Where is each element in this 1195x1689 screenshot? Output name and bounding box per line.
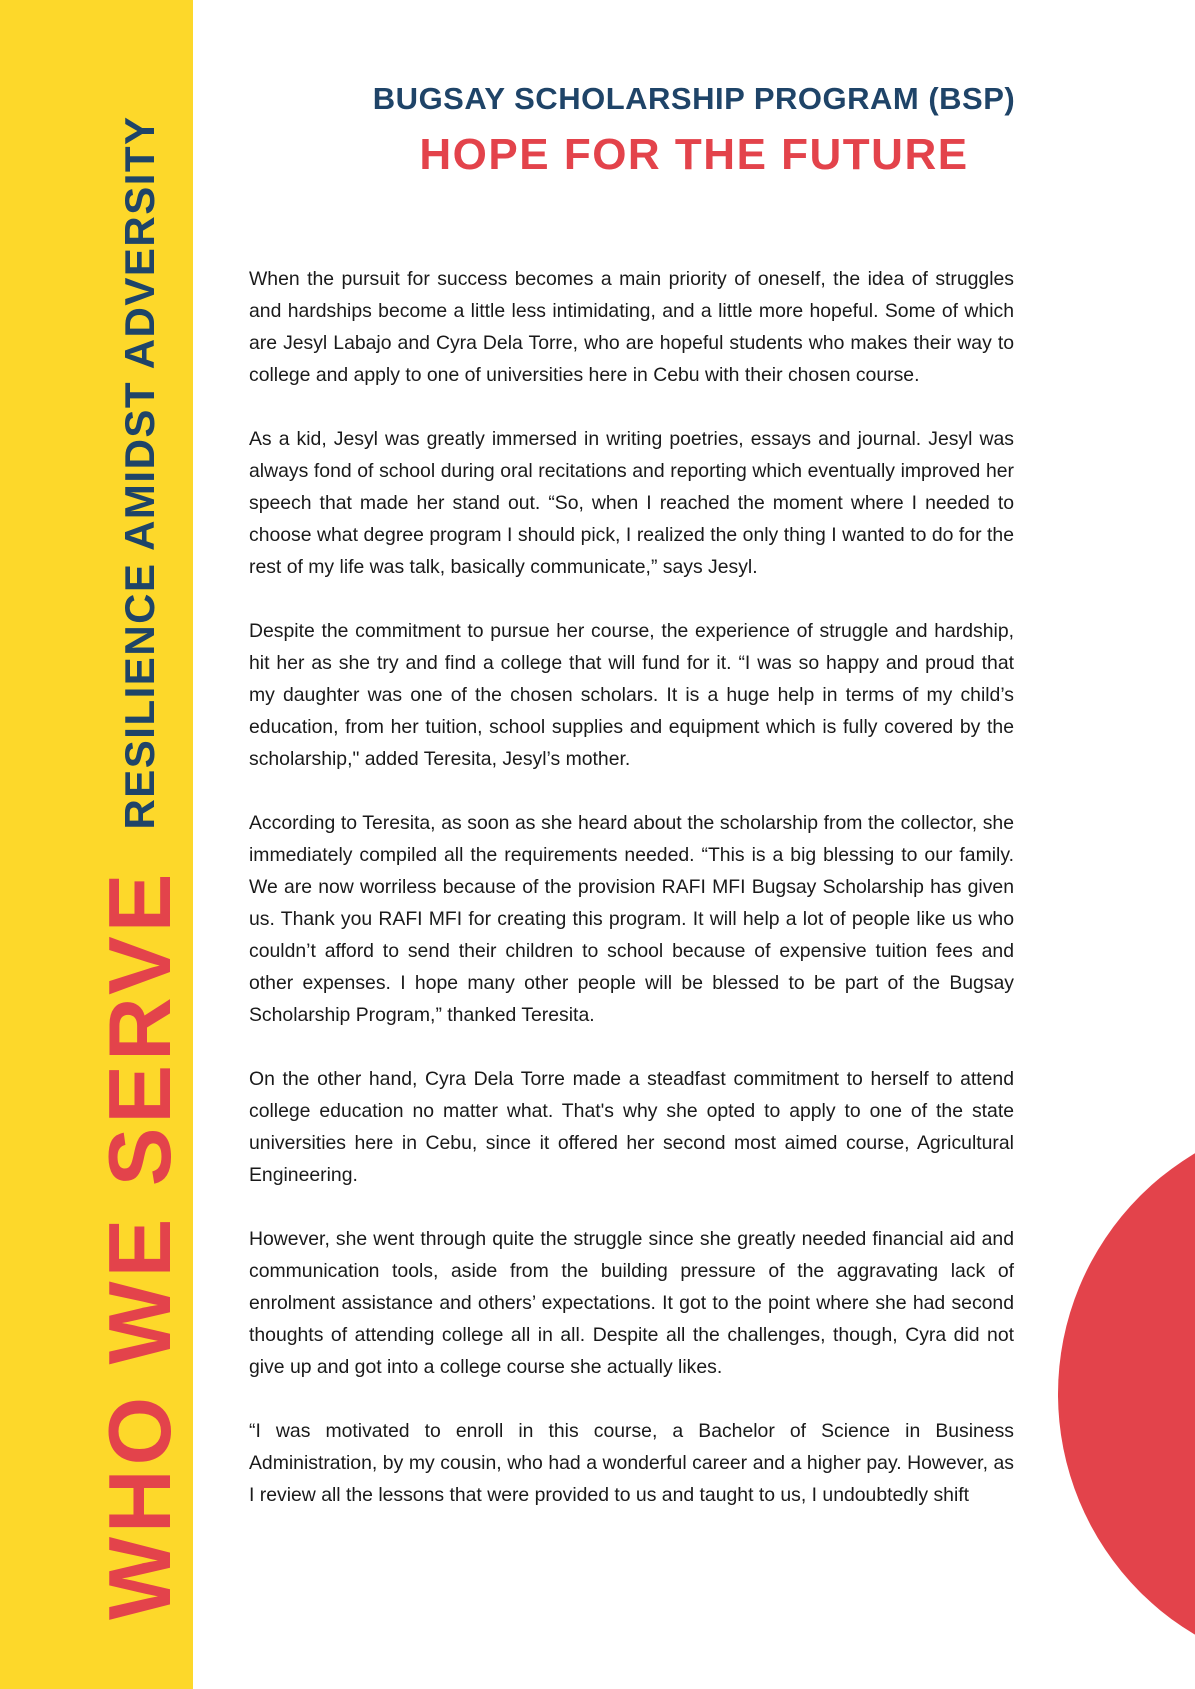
section-title-who-we-serve: WHO WE SERVE — [90, 869, 189, 1620]
sidebar-vertical-title — [90, 115, 189, 1620]
paragraph: When the pursuit for success becomes a main priority of oneself, the idea of struggles and hardships become a little less intimidating, and a little more hopeful. Some of which are Jesyl Labajo and Cyra Dela Torre, who are hopeful students who makes their way to college and apply to one of universities here in Cebu with their chosen course. — [249, 268, 1014, 386]
paragraph: Despite the commitment to pursue her course, the experience of struggle and hardship, hit her as she try and find a college that will fund for it. “I was so happy and proud that my daughter was one of the chosen scholars. It is a huge help in terms of my child’s education, from her tuition, school supplies and equipment which is fully covered by the scholarship," added Teresita, Jesyl’s mother. — [249, 620, 1014, 770]
paragraph: On the other hand, Cyra Dela Torre made a steadfast commitment to herself to attend college education no matter what. That's why she opted to apply to one of the state universities here in Cebu, since it offered her second most aimed course, Agricultural Engineering. — [249, 1068, 1014, 1186]
paragraph: As a kid, Jesyl was greatly immersed in writing poetries, essays and journal. Jesyl was always fond of school during oral recitations and reporting which eventually improved her speech that made her stand out. “So, when I reached the moment where I needed to choose what degree program I should pick, I realized the only thing I wanted to do for the rest of my life was talk, basically communicate,” says Jesyl. — [249, 428, 1014, 578]
paragraph: However, she went through quite the struggle since she greatly needed financial aid and communication tools, aside from the building pressure of the aggravating lack of enrolment assistance and others’ expectations. It got to the point where she had second thoughts of attending college all in all. Despite all the challenges, though, Cyra did not give up and got into a college course she actually likes. — [249, 1228, 1014, 1378]
decorative-red-circle — [1058, 1114, 1195, 1674]
program-subtitle: BUGSAY SCHOLARSHIP PROGRAM (BSP) — [372, 81, 1016, 116]
paragraph: According to Teresita, as soon as she heard about the scholarship from the collector, she immediately compiled all the requirements needed. “This is a big blessing to our family. We are now worriless because of the provision RAFI MFI Bugsay Scholarship has given us. Thank you RAFI MFI for creating this program. It will help a lot of people like us who couldn’t afford to send their children to school because of expensive tuition fees and other expenses. I hope many other people will be blessed to be part of the Bugsay Scholarship Program,” thanked Teresita. — [249, 812, 1014, 1026]
sidebar-band — [0, 0, 193, 1689]
article-title: HOPE FOR THE FUTURE — [419, 130, 969, 179]
section-tagline: RESILIENCE AMIDST ADVERSITY — [116, 115, 163, 830]
paragraph: “I was motivated to enroll in this course, a Bachelor of Science in Business Administration, by my cousin, who had a wonderful career and a higher pay. However, as I review all the lessons that were provided to us and taught to us, I undoubtedly shift — [249, 1420, 1014, 1506]
article-heading — [193, 80, 1195, 182]
article-body — [249, 263, 1014, 1543]
